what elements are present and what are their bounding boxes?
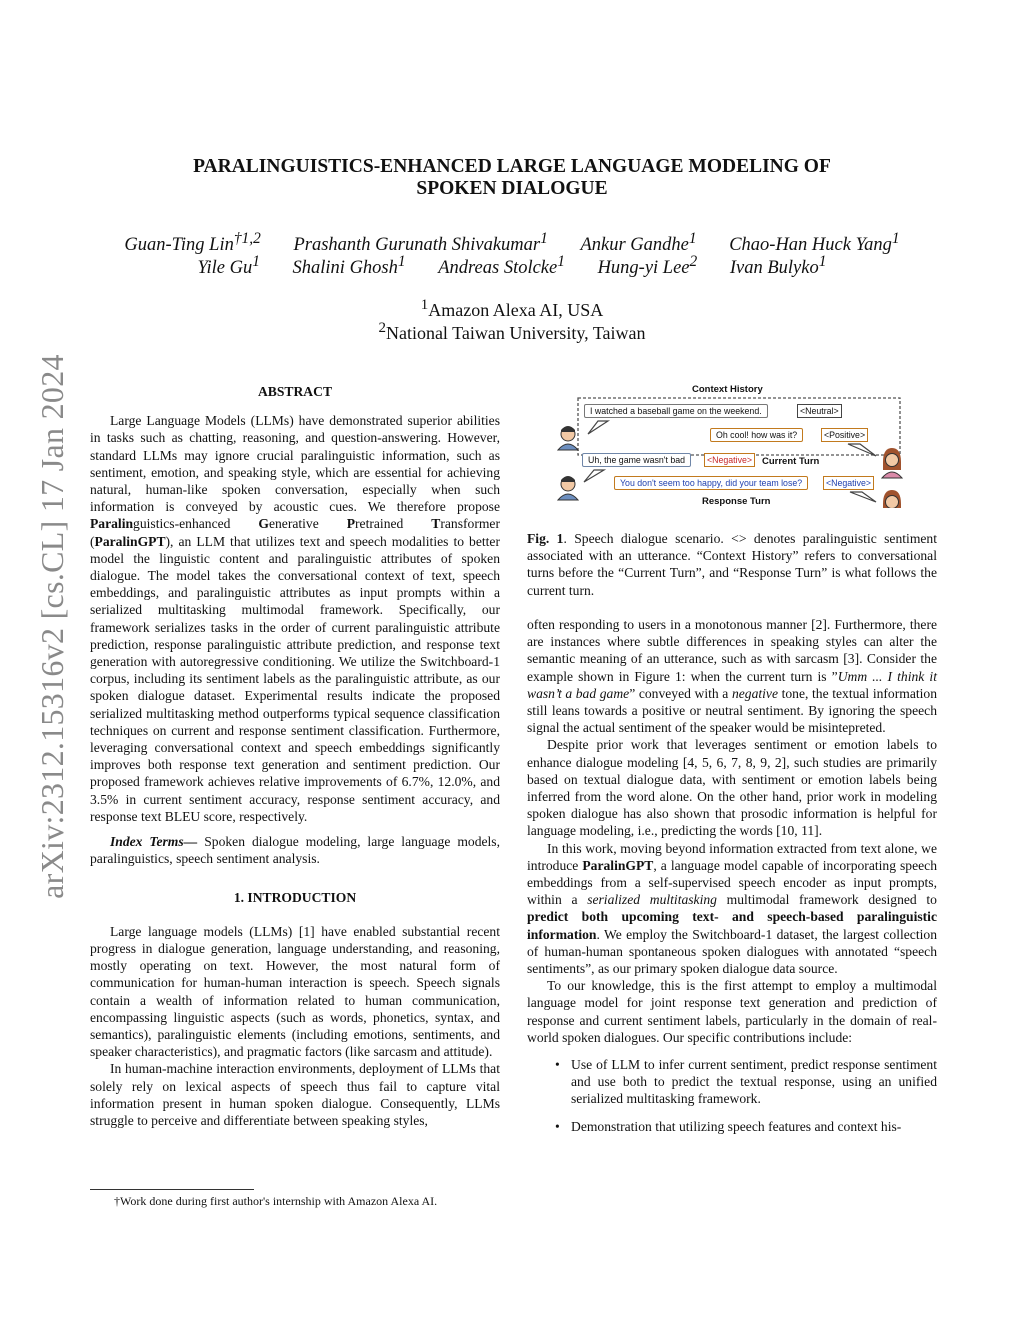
right-column xyxy=(527,616,937,1145)
contributions-list xyxy=(527,1056,937,1135)
person-icon xyxy=(558,426,578,450)
woman-icon xyxy=(882,490,902,508)
author: Ivan Bulyko$^1$ xyxy=(729,253,827,279)
bubble-tail xyxy=(850,492,876,502)
arxiv-identifier: arXiv:2312.15316v2 [cs.CL] 17 Jan 2024 xyxy=(34,354,70,899)
authors-row-2 xyxy=(60,250,964,280)
intro-paragraph-2: In human-machine interaction environments, deployment of LLMs that solely rely on lexical aspects of speech thus fail to capture vital information present in human spoken dialogue. Consequently, LLMs struggle to perceive and differentiate between speaking styles, xyxy=(90,1061,500,1128)
woman-icon xyxy=(882,448,902,478)
index-terms: Index Terms— Spoken dialogue modeling, large language models, paralinguistics, speech sentiment analysis. xyxy=(90,834,500,867)
list-item: • Demonstration that utilizing speech features and context his- xyxy=(527,1118,937,1135)
left-column xyxy=(90,383,500,1129)
bubble-tail xyxy=(848,444,876,456)
current-turn-label: Current Turn xyxy=(762,456,820,467)
sentiment-tag-1: <Neutral> xyxy=(797,404,842,418)
affiliation-1: $^1$Amazon Alexa AI, USA xyxy=(420,297,604,320)
sentiment-tag-2: <Positive> xyxy=(821,428,868,442)
figure-1 xyxy=(550,384,920,508)
sentiment-tag-4: <Negative> xyxy=(823,476,874,490)
utterance-3: Uh, the game wasn't bad xyxy=(582,453,691,467)
title-line-1: PARALINGUISTICS-ENHANCED LARGE LANGUAGE MODELING OF xyxy=(193,156,831,177)
bubble-tail xyxy=(588,421,608,434)
list-item: • Use of LLM to infer current sentiment, predict response sentiment and use both to predict the textual response, using an unified serialized multitasking framework. xyxy=(527,1056,937,1108)
abstract-heading: ABSTRACT xyxy=(257,384,333,399)
footnote: †Work done during first author's internship with Amazon Alexa AI. xyxy=(114,1194,438,1208)
paper-title xyxy=(120,156,904,200)
author: Ankur Gandhe$^1$ xyxy=(580,230,697,256)
utterance-2: Oh cool! how was it? xyxy=(710,428,803,442)
response-turn-label: Response Turn xyxy=(702,496,771,507)
author: Chao-Han Huck Yang$^1$ xyxy=(729,230,900,256)
utterance-4: You don't seem too happy, did your team lose? xyxy=(614,476,808,490)
author: Hung-yi Lee$^2$ xyxy=(597,253,698,279)
right-paragraph-4: To our knowledge, this is the first attempt to employ a multimodal language model for joint response text generation and prediction of response and current sentiment labels, particularly in the domain of real-world spoken dialogues. Our specific contributions include: xyxy=(527,978,937,1045)
title-line-2: SPOKEN DIALOGUE xyxy=(416,178,608,199)
right-paragraph-1: often responding to users in a monotonous manner [2]. Furthermore, there are instances where subtle differences in speaking styles can alter the semantic meaning of an utterance, such as with sarcasm [3]. Consider the example shown in Figure 1: when the current turn is ”Umm ... I think it wasn’t a bad game” conveyed with a negative tone, the textual information still leans towards a positive or neutral sentiment. By ignoring the speech signal the actual sentiment of the speaker would be misintepreted. xyxy=(527,617,937,736)
bubble-tail xyxy=(584,470,604,482)
author: Andreas Stolcke$^1$ xyxy=(438,253,565,279)
figure-caption: Fig. 1. Speech dialogue scenario. <> denotes paralinguistic sentiment associated with an utterance. “Context History” refers to conversational turns before the “Current Turn”, and “Response Turn” is what follows the current turn. xyxy=(527,531,937,598)
right-paragraph-3: In this work, moving beyond information extracted from text alone, we introduce ParalinGPT, a language model capable of incorporating speech embeddings from a self-supervised speech encoder as input prompts, within a serialized multitasking multimodal framework designed to predict both upcoming text- and speech-based paralinguistic information. We employ the Switchboard-1 dataset, the largest collection of human-human spontaneous spoken dialogues with annotated “speech sentiments”, as our primary spoken dialogue data source. xyxy=(527,840,938,977)
context-history-label: Context History xyxy=(692,384,763,395)
utterance-1: I watched a baseball game on the weekend. xyxy=(584,404,768,418)
intro-paragraph-1: Large language models (LLMs) [1] have enabled substantial recent progress in dialogue generation, language understanding, and reasoning, mostly operating on text. However, the most natural form of communication for human-human interaction is speech. Speech signals contain a wealth of information related to human communication, encompassing linguistic aspects (such as words, phonetics, syntax, and semantics), paralinguistic elements (including emotions, sentiments, and speaker characteristics), and pragmatic factors (like sarcasm and attitude). xyxy=(90,923,500,1060)
sentiment-tag-3: <Negative> xyxy=(704,453,755,467)
affiliation-2: $^2$National Taiwan University, Taiwan xyxy=(378,320,646,343)
right-paragraph-2: Despite prior work that leverages sentiment or emotion labels to enhance dialogue modeling [4, 5, 6, 7, 8, 9, 2], such studies are primarily based on textual dialogue data, with sentiment or emotion labels being inferred from the word alone. On the other hand, prior work in modeling spoken dialogue has also shown that prosodic information is helpful for language modeling, i.e., predicting the words [10, 11]. xyxy=(527,737,937,839)
author: Prashanth Gurunath Shivakumar$^1$ xyxy=(293,230,548,256)
intro-heading: 1. INTRODUCTION xyxy=(233,890,357,906)
author: Guan-Ting Lin$^{\dagger 1,2}$ xyxy=(124,230,261,256)
abstract-text: Large Language Models (LLMs) have demonstrated superior abilities in tasks such as chatting, reasoning, and question-answering. However, standard LLMs may ignore crucial paralinguistic information, such as sentiment, emotion, and speaking style, which are essential for achieving natural, human-like spoken conversation, especially when such information is conveyed by acoustic cues. We therefore propose Paralinguistics-enhanced Generative Pretrained Transformer (ParalinGPT), an LLM that utilizes text and speech modalities to better model the linguistic content and paralinguistic attributes of spoken dialogue. The model takes the conversational context of text, speech embeddings, and paralinguistic attributes as input prompts within a serialized multitasking multimodal framework. Specifically, our framework serializes tasks in the order of current paralinguistic attribute prediction, response paralinguistic attribute prediction, and response text generation with autoregressive conditioning. We utilize the Switchboard-1 corpus, including its sentiment labels as the paralinguistic attribute, as our spoken dialogue dataset. Experimental results indicate the proposed serialized multitasking method outperforms typical sequence classification techniques on current and response sentiment classification. Furthermore, leveraging conversational context and speech embeddings significantly improves both response text generation and sentiment prediction. Our proposed framework achieves relative improvements of 6.7%, 12.0%, and 3.5% in current sentiment accuracy, response sentiment accuracy, and response text BLEU score, respectively. xyxy=(90,413,500,824)
footnote-rule xyxy=(90,1189,254,1190)
person-icon xyxy=(558,476,578,500)
author: Shalini Ghosh$^1$ xyxy=(292,253,406,279)
author: Yile Gu$^1$ xyxy=(197,253,260,279)
